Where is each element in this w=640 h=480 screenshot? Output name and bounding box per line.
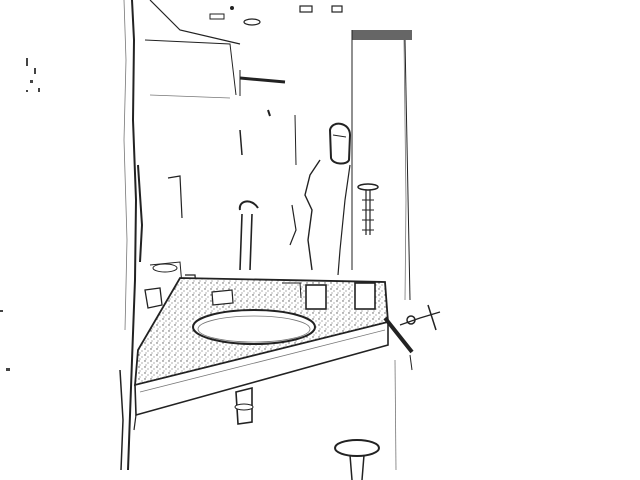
round-fixture — [335, 440, 379, 480]
left-speckles — [0, 58, 40, 371]
mirror — [145, 0, 412, 300]
sink-basin — [193, 310, 315, 344]
right-wall-edge — [395, 40, 436, 470]
vanity-leg — [235, 388, 253, 424]
ceiling-lights — [210, 6, 342, 25]
wall-faucet — [138, 165, 258, 270]
mirror-faucet-reflection — [358, 184, 378, 235]
mirror-reflection-person — [290, 124, 350, 275]
left-wall-edge — [120, 0, 136, 470]
towel-bar — [385, 312, 440, 370]
